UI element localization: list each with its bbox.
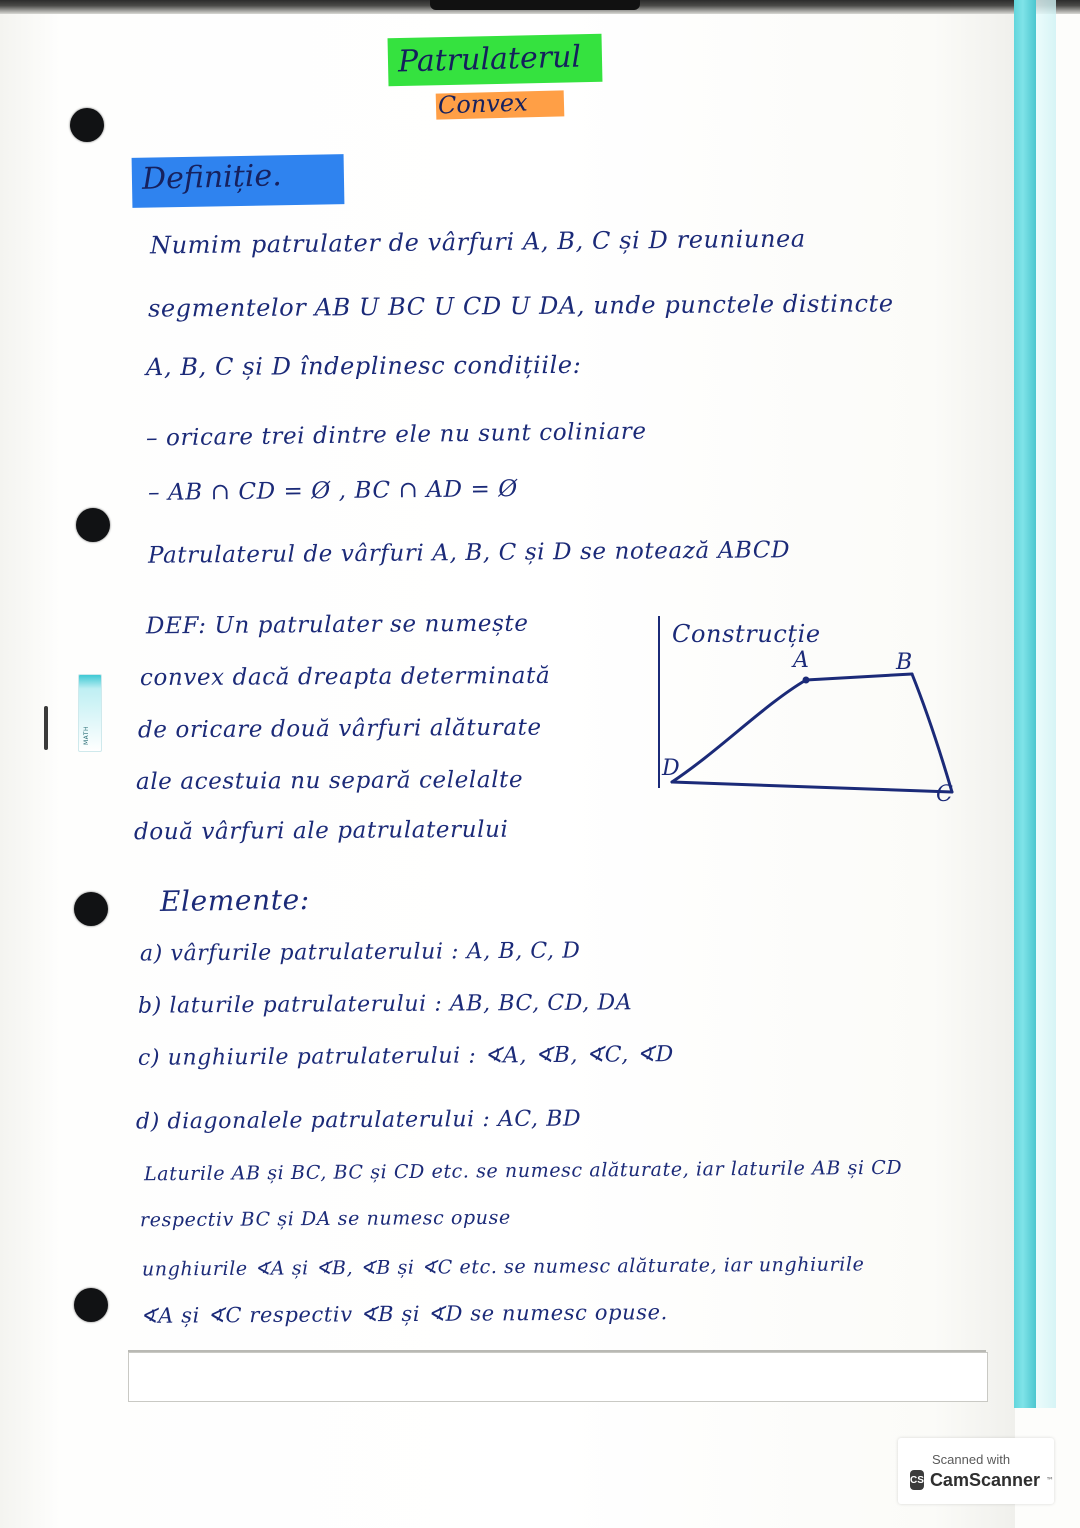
watermark-app-name: CamScanner xyxy=(929,1469,1040,1490)
definition-line: segmentelor AB U BC U CD U DA, unde punctele distincte xyxy=(147,289,894,323)
element-item: a) vârfurile patrulaterului : A, B, C, D xyxy=(139,938,581,967)
binder-strip xyxy=(1014,0,1036,1408)
binder-strip-outer xyxy=(1034,0,1056,1408)
def2-line: DEF: Un patrulater se numește xyxy=(145,610,529,640)
note-line: unghiurile ∢A și ∢B, ∢B și ∢C etc. se numesc alăturate, iar unghiurile xyxy=(141,1253,865,1281)
element-item: b) laturile patrulaterului : AB, BC, CD, DA xyxy=(137,990,633,1019)
definition-line: – AB ∩ CD = Ø , BC ∩ AD = Ø xyxy=(147,476,518,506)
definition-line: – oricare trei dintre ele nu sunt coliniare xyxy=(145,418,647,452)
scan-top-edge-dark xyxy=(430,0,640,10)
def2-line: de oricare două vârfuri alăturate xyxy=(137,714,542,744)
construction-label: Construcție xyxy=(672,620,821,648)
camscanner-logo-icon: CS xyxy=(910,1470,924,1490)
sticky-tab xyxy=(78,674,102,752)
def2-line: ale acestuia nu separă celelalte xyxy=(135,766,524,796)
definition-heading: Definiție. xyxy=(141,158,283,197)
vertex-label-b: B xyxy=(896,650,913,675)
watermark-trademark: ™ xyxy=(1046,1475,1054,1485)
definition-line: Numim patrulater de vârfuri A, B, C și D reuniunea xyxy=(149,224,806,260)
punch-hole xyxy=(76,508,110,542)
vertex-label-d: D xyxy=(662,756,681,781)
elements-heading: Elemente: xyxy=(159,882,311,919)
punch-hole xyxy=(74,892,108,926)
note-line: respectiv BC și DA se numesc opuse xyxy=(139,1206,511,1232)
def2-line: convex dacă dreapta determinată xyxy=(139,662,551,692)
vertex-label-c: C xyxy=(936,782,954,807)
punch-hole xyxy=(70,108,104,142)
note-line: ∢A și ∢C respectiv ∢B și ∢D se numesc opuse. xyxy=(139,1300,668,1328)
camscanner-watermark xyxy=(898,1438,1054,1504)
element-item: c) unghiurile patrulaterului : ∢A, ∢B, ∢C, ∢D xyxy=(137,1042,674,1071)
watermark-scanned-with: Scanned with xyxy=(932,1451,1011,1467)
definition-line: Patrulaterul de vârfuri A, B, C și D se notează ABCD xyxy=(147,537,791,569)
paper-clip xyxy=(44,706,48,750)
page-title: Patrulaterul xyxy=(397,39,582,80)
sticky-tab-label: MATH xyxy=(83,726,90,745)
punch-hole xyxy=(74,1288,108,1322)
vertex-label-a: A xyxy=(793,648,810,673)
page-subtitle: Convex xyxy=(437,88,529,120)
bottom-box xyxy=(128,1352,988,1402)
def2-line: două vârfuri ale patrulaterului xyxy=(133,816,509,846)
note-line: Laturile AB și BC, BC și CD etc. se numesc alăturate, iar laturile AB și CD xyxy=(143,1156,903,1186)
element-item: d) diagonalele patrulaterului : AC, BD xyxy=(135,1106,582,1135)
definition-line: A, B, C și D îndeplinesc condițiile: xyxy=(145,350,582,382)
